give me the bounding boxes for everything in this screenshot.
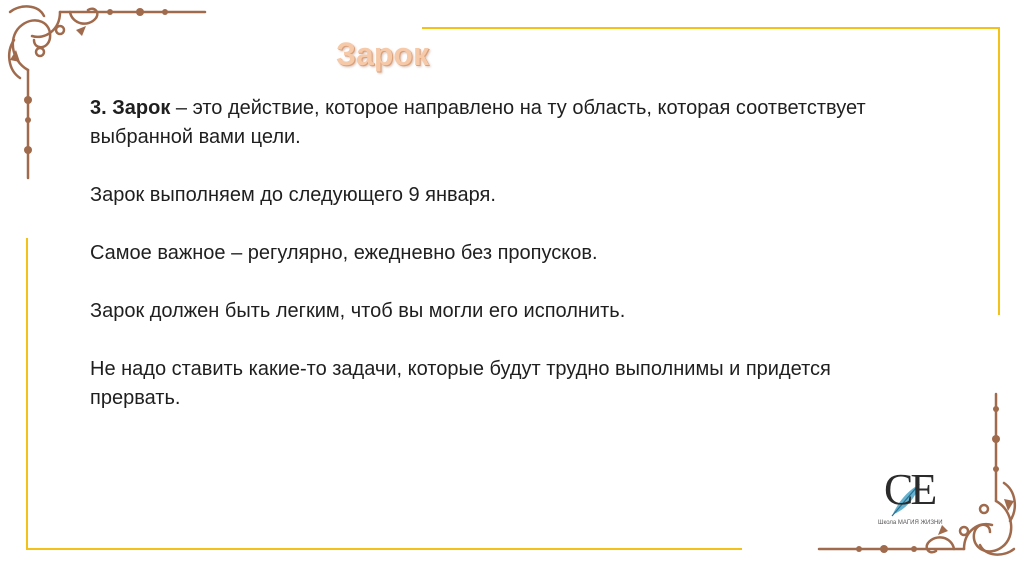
paragraph-5: Не надо ставить какие-то задачи, которые будут трудно выполнимы и придется прервать.	[90, 358, 831, 409]
paragraph-4: Зарок должен быть легким, чтоб вы могли его исполнить.	[90, 300, 626, 322]
frame-top-line	[422, 27, 1000, 29]
frame-bottom-line	[26, 548, 742, 550]
slide-body	[90, 94, 890, 442]
paragraph-1-text: – это действие, которое направлено на ту область, которая соответствует выбранной вами цели.	[90, 97, 866, 148]
logo-mark: CE	[884, 465, 935, 514]
paragraph-1	[90, 94, 890, 152]
school-logo	[878, 465, 958, 532]
paragraph-3: Самое важное – регулярно, ежедневно без пропусков.	[90, 242, 598, 264]
logo-caption: Школа МАГИЯ ЖИЗНИ	[878, 520, 943, 526]
frame-left-line	[26, 238, 28, 550]
frame-right-line	[998, 27, 1000, 315]
paragraph-1-bold: 3. Зарок	[90, 97, 171, 119]
slide-title: Зарок	[336, 36, 429, 72]
paragraph-2: Зарок выполняем до следующего 9 января.	[90, 184, 496, 206]
